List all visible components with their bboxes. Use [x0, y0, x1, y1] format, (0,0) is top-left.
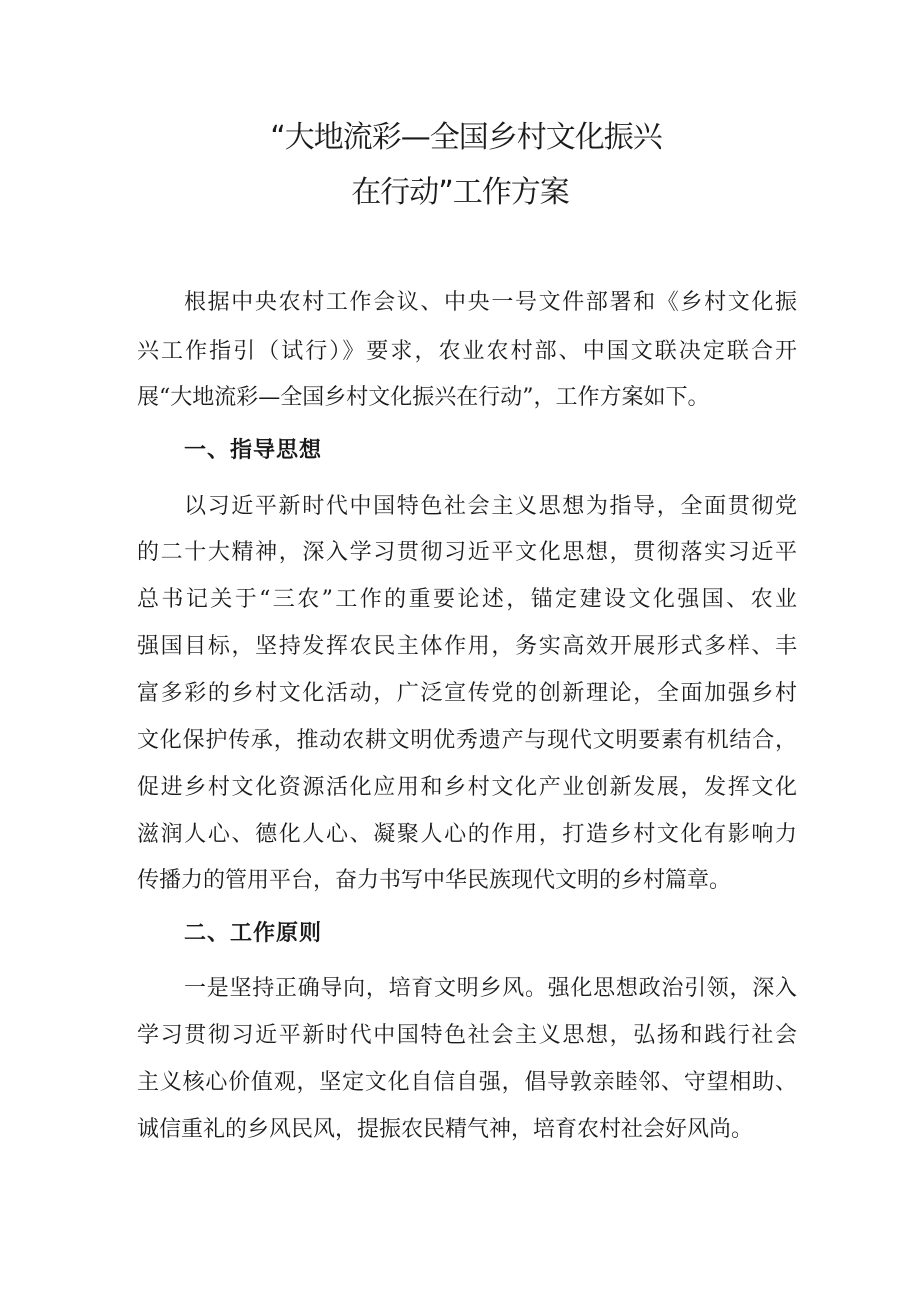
intro-line-1: 根据中央农村工作会议、中央一号文件部署和《乡村文化振 — [184, 290, 797, 315]
section-2-heading: 二、工作原则 — [184, 921, 323, 946]
section-2-line-1: 一是坚持正确导向，培育文明乡风。强化思想政治引领，深入 — [184, 976, 797, 1001]
section-1-line-8: 滋润人心、德化人心、凝聚人心的作用，打造乡村文化有影响力 — [137, 822, 797, 847]
section-2-line-2: 学习贯彻习近平新时代中国特色社会主义思想，弘扬和践行社会 — [137, 1023, 797, 1048]
intro-line-3: 展“大地流彩—全国乡村文化振兴在行动”，工作方案如下。 — [137, 385, 710, 410]
section-1-line-5: 富多彩的乡村文化活动，广泛宣传党的创新理论，全面加强乡村 — [137, 681, 797, 706]
section-2-line-4: 诚信重礼的乡风民风，提振农民精气神，培育农村社会好风尚。 — [137, 1117, 754, 1142]
document-title-line-1: “大地流彩—全国乡村文化振兴 — [270, 120, 662, 155]
section-1-line-2: 的二十大精神，深入学习贯彻习近平文化思想，贯彻落实习近平 — [137, 540, 797, 565]
section-1-line-4: 强国目标，坚持发挥农民主体作用，务实高效开展形式多样、丰 — [137, 634, 797, 659]
section-1-line-1: 以习近平新时代中国特色社会主义思想为指导，全面贯彻党 — [184, 494, 797, 519]
section-1-heading: 一、指导思想 — [184, 438, 323, 463]
document-title-line-2: 在行动”工作方案 — [351, 175, 569, 210]
intro-line-2: 兴工作指引（试行）》要求，农业农村部、中国文联决定联合开 — [137, 339, 797, 364]
section-1-line-9: 传播力的管用平台，奋力书写中华民族现代文明的乡村篇章。 — [137, 868, 732, 893]
section-1-line-6: 文化保护传承，推动农耕文明优秀遗产与现代文明要素有机结合， — [137, 728, 797, 753]
section-1-line-3: 总书记关于“三农”工作的重要论述，锚定建设文化强国、农业 — [137, 587, 797, 612]
section-1-line-7: 促进乡村文化资源活化应用和乡村文化产业创新发展，发挥文化 — [137, 775, 797, 800]
section-2-line-3: 主义核心价值观，坚定文化自信自强，倡导敦亲睦邻、守望相助、 — [137, 1070, 797, 1095]
